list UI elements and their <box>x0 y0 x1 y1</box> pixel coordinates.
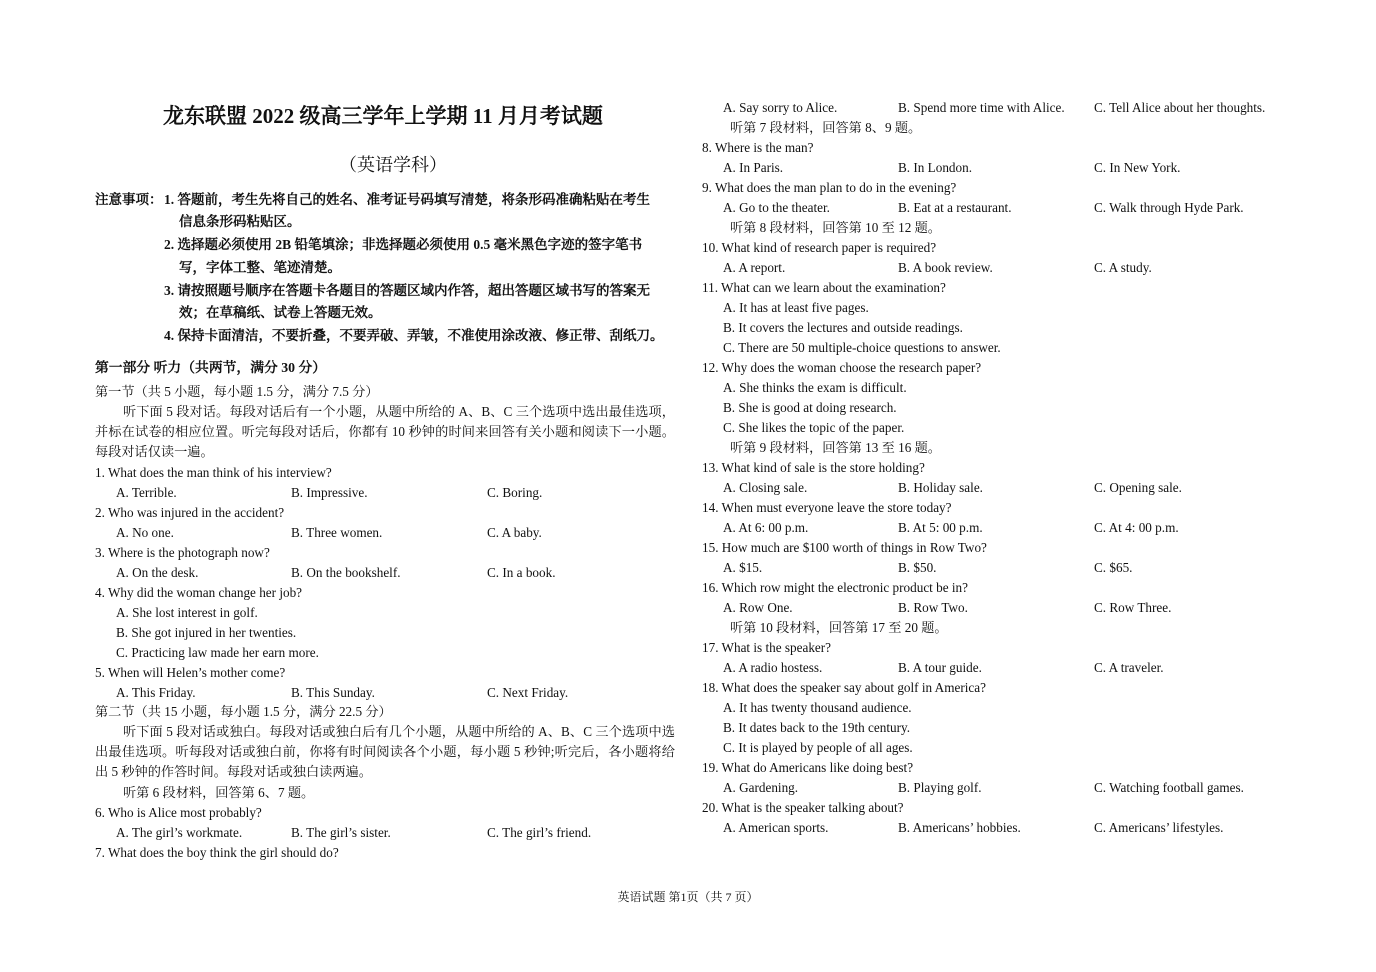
option-b: B. She got injured in her twenties. <box>116 625 297 640</box>
option-a: A. Go to the theater. <box>723 200 830 215</box>
option-b: B. Holiday sale. <box>898 480 983 495</box>
notice-item: 写，字体工整、笔迹清楚。 <box>179 260 341 275</box>
material-9: 听第 9 段材料，回答第 13 至 16 题。 <box>730 440 941 455</box>
notice-item: 4. 保持卡面清洁，不要折叠，不要弄破、弄皱，不准使用涂改液、修正带、刮纸刀。 <box>164 328 664 343</box>
option-b: B. She is good at doing research. <box>723 400 897 415</box>
option-c: C. A baby. <box>487 525 542 540</box>
option-a: A. She thinks the exam is difficult. <box>723 380 907 395</box>
section2-heading: 第二节（共 15 小题，每小题 1.5 分，满分 22.5 分） <box>95 704 392 719</box>
option-a: A. It has at least five pages. <box>723 300 869 315</box>
material-8: 听第 8 段材料，回答第 10 至 12 题。 <box>730 220 941 235</box>
option-c: C. Boring. <box>487 485 543 500</box>
option-c: C. There are 50 multiple-choice questions to answer. <box>723 340 1001 355</box>
question-19: 19. What do Americans like doing best? <box>702 760 914 775</box>
question-7: 7. What does the boy think the girl should do? <box>95 845 339 860</box>
question-16: 16. Which row might the electronic product be in? <box>702 580 968 595</box>
question-14: 14. When must everyone leave the store today? <box>702 500 952 515</box>
option-c: C. A study. <box>1094 260 1152 275</box>
option-a: A. Terrible. <box>116 485 177 500</box>
notice-item: 1. 答题前，考生先将自己的姓名、准考证号码填写清楚，将条形码准确粘贴在考生 <box>164 192 650 207</box>
option-b: B. Three women. <box>291 525 383 540</box>
notice-label: 注意事项： <box>95 192 163 207</box>
option-c: C. Next Friday. <box>487 685 569 700</box>
option-b: B. This Sunday. <box>291 685 375 700</box>
question-9: 9. What does the man plan to do in the evening? <box>702 180 957 195</box>
option-b: B. On the bookshelf. <box>291 565 401 580</box>
option-b: B. Americans’ hobbies. <box>898 820 1021 835</box>
option-b: B. It dates back to the 19th century. <box>723 720 911 735</box>
option-c: C. Tell Alice about her thoughts. <box>1094 100 1266 115</box>
option-a: A. Row One. <box>723 600 793 615</box>
option-b: B. The girl’s sister. <box>291 825 391 840</box>
notice-item: 效；在草稿纸、试卷上答题无效。 <box>179 305 382 320</box>
question-17: 17. What is the speaker? <box>702 640 832 655</box>
option-b: B. Eat at a restaurant. <box>898 200 1012 215</box>
option-c: C. The girl’s friend. <box>487 825 592 840</box>
question-20: 20. What is the speaker talking about? <box>702 800 904 815</box>
option-b: B. In London. <box>898 160 972 175</box>
option-c: C. At 4: 00 p.m. <box>1094 520 1179 535</box>
option-a: A. In Paris. <box>723 160 784 175</box>
option-a: A. Say sorry to Alice. <box>723 100 838 115</box>
option-b: B. Row Two. <box>898 600 968 615</box>
option-c: C. Row Three. <box>1094 600 1172 615</box>
option-c: C. Practicing law made her earn more. <box>116 645 319 660</box>
option-b: B. Playing golf. <box>898 780 982 795</box>
option-a: A. It has twenty thousand audience. <box>723 700 912 715</box>
question-1: 1. What does the man think of his interview? <box>95 465 332 480</box>
material-6: 听第 6 段材料，回答第 6、7 题。 <box>123 785 315 800</box>
page-footer: 英语试题 第1页（共 7 页） <box>617 890 759 904</box>
question-8: 8. Where is the man? <box>702 140 814 155</box>
section1-heading: 第一节（共 5 小题，每小题 1.5 分，满分 7.5 分） <box>95 384 379 399</box>
section1-instructions: 听下面 5 段对话。每段对话后有一个小题，从题中所给的 A、B、C 三个选项中选出最佳选项，并标在试卷的相应位置。听完每段对话后，你都有 10 秒钟的时间来回答有关小题和阅读下一小题。每段对话仅读一遍。 <box>95 404 675 459</box>
question-3: 3. Where is the photograph now? <box>95 545 270 560</box>
option-a: A. American sports. <box>723 820 829 835</box>
option-c: C. In New York. <box>1094 160 1181 175</box>
question-11: 11. What can we learn about the examination? <box>702 280 946 295</box>
option-a: A. This Friday. <box>116 685 196 700</box>
option-c: C. She likes the topic of the paper. <box>723 420 905 435</box>
option-c: C. In a book. <box>487 565 556 580</box>
question-12: 12. Why does the woman choose the research paper? <box>702 360 982 375</box>
option-b: B. Impressive. <box>291 485 368 500</box>
page-title: 龙东联盟 2022 级高三学年上学期 11 月月考试题 <box>163 104 603 128</box>
notice-item: 3. 请按照题号顺序在答题卡各题目的答题区域内作答，超出答题区域书写的答案无 <box>164 283 650 298</box>
option-b: B. A book review. <box>898 260 993 275</box>
notice-item: 信息条形码粘贴区。 <box>179 214 301 229</box>
option-a: A. She lost interest in golf. <box>116 605 258 620</box>
question-13: 13. What kind of sale is the store holding? <box>702 460 925 475</box>
question-15: 15. How much are $100 worth of things in Row Two? <box>702 540 987 555</box>
option-a: A. $15. <box>723 560 763 575</box>
option-c: C. It is played by people of all ages. <box>723 740 913 755</box>
part1-heading: 第一部分 听力（共两节，满分 30 分） <box>95 360 327 375</box>
option-b: B. It covers the lectures and outside readings. <box>723 320 963 335</box>
option-a: A. A report. <box>723 260 786 275</box>
option-a: A. The girl’s workmate. <box>116 825 243 840</box>
material-7: 听第 7 段材料，回答第 8、9 题。 <box>730 120 922 135</box>
option-c: C. Walk through Hyde Park. <box>1094 200 1244 215</box>
question-10: 10. What kind of research paper is required? <box>702 240 937 255</box>
question-2: 2. Who was injured in the accident? <box>95 505 285 520</box>
question-5: 5. When will Helen’s mother come? <box>95 665 286 680</box>
option-b: B. $50. <box>898 560 937 575</box>
option-c: C. A traveler. <box>1094 660 1164 675</box>
option-a: A. On the desk. <box>116 565 199 580</box>
notice-item: 2. 选择题必须使用 2B 铅笔填涂；非选择题必须使用 0.5 毫米黑色字迹的签字笔书 <box>164 237 643 252</box>
option-b: B. At 5: 00 p.m. <box>898 520 983 535</box>
question-6: 6. Who is Alice most probably? <box>95 805 262 820</box>
page-subtitle: （英语学科） <box>339 155 447 175</box>
option-a: A. No one. <box>116 525 174 540</box>
question-18: 18. What does the speaker say about golf in America? <box>702 680 986 695</box>
question-4: 4. Why did the woman change her job? <box>95 585 303 600</box>
option-b: B. Spend more time with Alice. <box>898 100 1065 115</box>
option-a: A. A radio hostess. <box>723 660 823 675</box>
option-a: A. Gardening. <box>723 780 799 795</box>
option-c: C. $65. <box>1094 560 1133 575</box>
option-a: A. Closing sale. <box>723 480 808 495</box>
option-a: A. At 6: 00 p.m. <box>723 520 809 535</box>
option-c: C. Opening sale. <box>1094 480 1182 495</box>
material-10: 听第 10 段材料，回答第 17 至 20 题。 <box>730 620 948 635</box>
option-c: C. Americans’ lifestyles. <box>1094 820 1224 835</box>
section2-instructions: 听下面 5 段对话或独白。每段对话或独白后有几个小题，从题中所给的 A、B、C 三个选项中选出最佳选项。听每段对话或独白前，你将有时间阅读各个小题，每小题 5 秒钟;听完后，各小题将给出 5 秒钟的作答时间。每段对话或独白读两遍。 <box>95 724 675 779</box>
option-b: B. A tour guide. <box>898 660 982 675</box>
option-c: C. Watching football games. <box>1094 780 1244 795</box>
